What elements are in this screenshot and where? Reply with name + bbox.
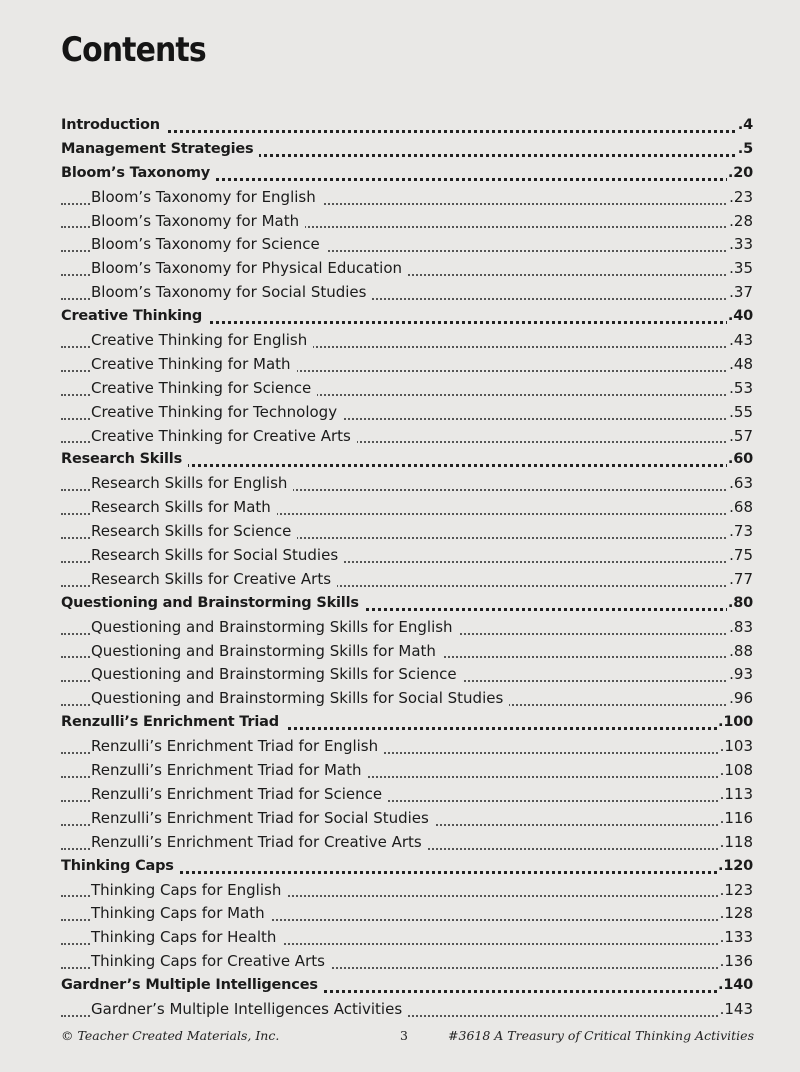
toc-entry-label: Renzulli’s Enrichment Triad xyxy=(61,714,285,730)
toc-entry-page: .140 xyxy=(717,974,753,998)
toc-entry-page: .128 xyxy=(719,902,753,926)
toc-entry-label: Creative Thinking for Creative Arts xyxy=(91,427,357,445)
toc-subsection-entry xyxy=(61,879,753,903)
toc-entry-label: Renzulli’s Enrichment Triad for Social Studies xyxy=(91,809,435,827)
toc-entry-label: Questioning and Brainstorming Skills for Math xyxy=(91,642,442,660)
toc-entry-label: Research Skills xyxy=(61,451,188,467)
toc-section-entry xyxy=(61,448,753,472)
toc-entry-page: .118 xyxy=(719,831,753,855)
toc-section-entry xyxy=(61,114,753,138)
toc-entry-page: .93 xyxy=(728,663,753,687)
toc-entry-page: .43 xyxy=(728,329,753,353)
copyright-symbol: © xyxy=(61,1028,74,1043)
toc-entry-page: .103 xyxy=(719,735,753,759)
toc-subsection-entry xyxy=(61,401,753,425)
toc-subsection-entry xyxy=(61,544,753,568)
toc-entry-label: Renzulli’s Enrichment Triad for English xyxy=(91,737,384,755)
toc-subsection-entry xyxy=(61,902,753,926)
toc-entry-page: .37 xyxy=(728,281,753,305)
toc-entry-page: .63 xyxy=(728,472,753,496)
toc-subsection-entry xyxy=(61,472,753,496)
toc-entry-page: .28 xyxy=(728,210,753,234)
table-of-contents xyxy=(61,114,753,1022)
toc-subsection-entry xyxy=(61,257,753,281)
toc-entry-page: .88 xyxy=(728,640,753,664)
toc-entry-page: .4 xyxy=(737,114,753,138)
toc-subsection-entry xyxy=(61,783,753,807)
toc-entry-page: .143 xyxy=(719,998,753,1022)
toc-subsection-entry xyxy=(61,568,753,592)
toc-subsection-entry xyxy=(61,233,753,257)
footer-publisher xyxy=(61,1028,279,1043)
toc-subsection-entry xyxy=(61,520,753,544)
toc-entry-page: .120 xyxy=(717,855,753,879)
toc-subsection-entry xyxy=(61,616,753,640)
toc-section-entry xyxy=(61,305,753,329)
toc-subsection-entry xyxy=(61,950,753,974)
toc-section-entry xyxy=(61,974,753,998)
toc-subsection-entry xyxy=(61,663,753,687)
toc-entry-label: Bloom’s Taxonomy for Math xyxy=(91,212,305,230)
toc-section-entry xyxy=(61,592,753,616)
toc-entry-label: Bloom’s Taxonomy for Social Studies xyxy=(91,283,372,301)
toc-subsection-entry xyxy=(61,831,753,855)
toc-entry-page: .68 xyxy=(728,496,753,520)
toc-entry-label: Bloom’s Taxonomy for English xyxy=(91,188,322,206)
toc-entry-page: .83 xyxy=(728,616,753,640)
toc-entry-page: .136 xyxy=(719,950,753,974)
toc-entry-page: .5 xyxy=(737,138,753,162)
toc-section-entry xyxy=(61,138,753,162)
toc-entry-page: .53 xyxy=(728,377,753,401)
toc-entry-page: .100 xyxy=(717,711,753,735)
toc-subsection-entry xyxy=(61,425,753,449)
toc-entry-label: Creative Thinking for Math xyxy=(91,355,297,373)
toc-entry-page: .123 xyxy=(719,879,753,903)
publisher-name: Teacher Created Materials, Inc. xyxy=(77,1028,280,1043)
toc-subsection-entry xyxy=(61,281,753,305)
toc-entry-label: Bloom’s Taxonomy for Science xyxy=(91,235,326,253)
toc-entry-page: .55 xyxy=(728,401,753,425)
toc-entry-page: .33 xyxy=(728,233,753,257)
toc-section-entry xyxy=(61,162,753,186)
toc-entry-page: .96 xyxy=(728,687,753,711)
toc-entry-page: .40 xyxy=(727,305,753,329)
toc-entry-label: Thinking Caps for Health xyxy=(91,928,282,946)
toc-entry-page: .48 xyxy=(728,353,753,377)
toc-entry-label: Gardner’s Multiple Intelligences xyxy=(61,977,324,993)
toc-entry-page: .133 xyxy=(719,926,753,950)
toc-entry-label: Questioning and Brainstorming Skills xyxy=(61,595,365,611)
toc-entry-label: Research Skills for Science xyxy=(91,522,297,540)
toc-entry-page: .116 xyxy=(719,807,753,831)
toc-entry-label: Research Skills for English xyxy=(91,474,293,492)
toc-subsection-entry xyxy=(61,807,753,831)
toc-entry-label: Renzulli’s Enrichment Triad for Math xyxy=(91,761,367,779)
toc-entry-label: Renzulli’s Enrichment Triad for Science xyxy=(91,785,388,803)
toc-entry-label: Thinking Caps for Math xyxy=(91,904,271,922)
toc-entry-label: Creative Thinking for Science xyxy=(91,379,317,397)
toc-subsection-entry xyxy=(61,496,753,520)
toc-entry-page: .80 xyxy=(727,592,753,616)
toc-entry-page: .77 xyxy=(728,568,753,592)
toc-subsection-entry xyxy=(61,186,753,210)
toc-entry-label: Thinking Caps xyxy=(61,858,180,874)
toc-entry-label: Management Strategies xyxy=(61,141,259,157)
toc-entry-page: .108 xyxy=(719,759,753,783)
footer-book-title: #3618 A Treasury of Critical Thinking Activities xyxy=(448,1028,754,1043)
toc-subsection-entry xyxy=(61,687,753,711)
toc-entry-label: Introduction xyxy=(61,117,166,133)
toc-entry-page: .35 xyxy=(728,257,753,281)
toc-entry-label: Bloom’s Taxonomy for Physical Education xyxy=(91,259,408,277)
toc-entry-label: Renzulli’s Enrichment Triad for Creative Arts xyxy=(91,833,428,851)
page-title: Contents xyxy=(61,30,206,70)
toc-entry-label: Gardner’s Multiple Intelligences Activities xyxy=(91,1000,408,1018)
toc-entry-page: .23 xyxy=(728,186,753,210)
toc-entry-label: Research Skills for Creative Arts xyxy=(91,570,337,588)
toc-subsection-entry xyxy=(61,329,753,353)
toc-entry-label: Bloom’s Taxonomy xyxy=(61,165,216,181)
toc-entry-label: Creative Thinking for Technology xyxy=(91,403,343,421)
toc-entry-page: .113 xyxy=(719,783,753,807)
toc-subsection-entry xyxy=(61,353,753,377)
footer-page-number: 3 xyxy=(400,1028,408,1043)
toc-entry-page: .20 xyxy=(727,162,753,186)
toc-entry-page: .73 xyxy=(728,520,753,544)
toc-entry-page: .75 xyxy=(728,544,753,568)
toc-subsection-entry xyxy=(61,640,753,664)
toc-entry-label: Questioning and Brainstorming Skills for Social Studies xyxy=(91,689,509,707)
toc-entry-page: .57 xyxy=(728,425,753,449)
toc-entry-label: Creative Thinking for English xyxy=(91,331,313,349)
toc-subsection-entry xyxy=(61,926,753,950)
toc-entry-page: .60 xyxy=(727,448,753,472)
toc-subsection-entry xyxy=(61,759,753,783)
toc-subsection-entry xyxy=(61,735,753,759)
toc-subsection-entry xyxy=(61,210,753,234)
toc-entry-label: Research Skills for Math xyxy=(91,498,277,516)
toc-section-entry xyxy=(61,855,753,879)
toc-entry-label: Thinking Caps for Creative Arts xyxy=(91,952,331,970)
toc-entry-label: Research Skills for Social Studies xyxy=(91,546,344,564)
toc-entry-label: Thinking Caps for English xyxy=(91,881,287,899)
toc-subsection-entry xyxy=(61,377,753,401)
toc-subsection-entry xyxy=(61,998,753,1022)
toc-section-entry xyxy=(61,711,753,735)
toc-entry-label: Questioning and Brainstorming Skills for English xyxy=(91,618,459,636)
toc-entry-label: Creative Thinking xyxy=(61,308,208,324)
toc-entry-label: Questioning and Brainstorming Skills for Science xyxy=(91,665,463,683)
